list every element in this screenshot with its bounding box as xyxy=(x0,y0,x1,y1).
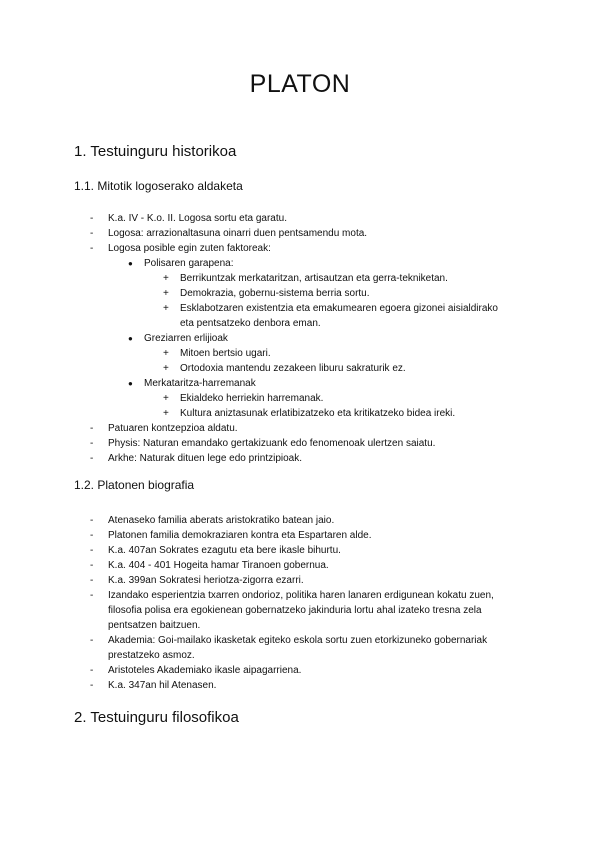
section-heading-historical-context: 1. Testuinguru historikoa xyxy=(74,143,237,160)
dash-marker: - xyxy=(90,228,94,239)
list-item: - K.a. 399an Sokratesi heriotza-zigorra ezarri. xyxy=(90,575,304,586)
list-item: + Mitoen bertsio ugari. xyxy=(163,348,271,359)
plus-marker: + xyxy=(163,303,169,314)
list-item: - Akademia: Goi-mailako ikasketak egiteko eskola sortu zuen etorkizuneko gobernariak prestatzeko asmoz. xyxy=(90,635,488,661)
list-item: ● Polisaren garapena: xyxy=(128,258,234,269)
myth-to-logos-list xyxy=(0,211,600,466)
plus-marker: + xyxy=(163,363,169,374)
biography-list xyxy=(0,513,600,693)
bullet-marker: ● xyxy=(128,379,133,388)
dash-marker: - xyxy=(90,530,94,541)
list-item: - Arkhe: Naturak dituen lege edo printzipioak. xyxy=(90,453,303,464)
list-item: - K.a. IV - K.o. II. Logosa sortu eta garatu. xyxy=(90,213,287,224)
list-item: - Atenaseko familia aberats aristokratiko batean jaio. xyxy=(90,515,335,526)
list-item: + Berrikuntzak merkataritzan, artisautzan eta gerra-tekniketan. xyxy=(163,273,448,284)
plus-marker: + xyxy=(163,288,169,299)
section-heading-philosophical-context: 2. Testuinguru filosofikoa xyxy=(74,709,239,726)
dash-marker: - xyxy=(90,213,94,224)
bullet-marker: ● xyxy=(128,334,133,343)
dash-marker: - xyxy=(90,590,94,601)
list-item: ● Merkataritza-harremanak xyxy=(128,378,256,389)
list-item: + Esklabotzaren existentzia eta emakumearen egoera gizonei aisialdirako eta pentsatzeko denbora eman. xyxy=(163,303,498,329)
dash-marker: - xyxy=(90,243,94,254)
list-item: + Ekialdeko herriekin harremanak. xyxy=(163,393,324,404)
list-item: - Patuaren kontzepzioa aldatu. xyxy=(90,423,238,434)
list-item: - Logosa posible egin zuten faktoreak: xyxy=(90,243,271,254)
dash-marker: - xyxy=(90,545,94,556)
dash-marker: - xyxy=(90,438,94,449)
document-title: PLATON xyxy=(249,70,351,98)
dash-marker: - xyxy=(90,635,94,646)
list-item: - Platonen familia demokraziaren kontra eta Espartaren alde. xyxy=(90,530,372,541)
dash-marker: - xyxy=(90,423,94,434)
bullet-marker: ● xyxy=(128,259,133,268)
plus-marker: + xyxy=(163,273,169,284)
list-item: - K.a. 347an hil Atenasen. xyxy=(90,680,217,691)
plus-marker: + xyxy=(163,348,169,359)
list-item: - Physis: Naturan emandako gertakizuank edo fenomenoak ulertzen saiatu. xyxy=(90,438,436,449)
list-item: - K.a. 407an Sokrates ezagutu eta bere ikasle bihurtu. xyxy=(90,545,341,556)
dash-marker: - xyxy=(90,453,94,464)
plus-marker: + xyxy=(163,408,169,419)
list-item: + Ortodoxia mantendu zezakeen liburu sakraturik ez. xyxy=(163,363,406,374)
subsection-heading-biography: 1.2. Platonen biografia xyxy=(74,478,195,492)
list-item: ● Greziarren erlijioak xyxy=(128,333,228,344)
dash-marker: - xyxy=(90,665,94,676)
list-item: + Kultura aniztasunak erlatibizatzeko eta kritikatzeko bidea ireki. xyxy=(163,408,456,419)
dash-marker: - xyxy=(90,560,94,571)
list-item: - Logosa: arrazionaltasuna oinarri duen pentsamendu mota. xyxy=(90,228,368,239)
subsection-heading-myth-to-logos: 1.1. Mitotik logoserako aldaketa xyxy=(74,179,243,193)
list-item: - Aristoteles Akademiako ikasle aipagarriena. xyxy=(90,665,302,676)
dash-marker: - xyxy=(90,680,94,691)
list-item: - Izandako esperientzia txarren ondorioz, politika haren lanaren erdigunean kokatu zuen, filosofia polisa era egokienean gobernatzeko jakinduria lortu ahal izateko tresna zela pentsatzen baitzuen. xyxy=(90,590,494,631)
list-item: + Demokrazia, gobernu-sistema berria sortu. xyxy=(163,288,370,299)
dash-marker: - xyxy=(90,575,94,586)
plus-marker: + xyxy=(163,393,169,404)
list-item: - K.a. 404 - 401 Hogeita hamar Tiranoen gobernua. xyxy=(90,560,329,571)
dash-marker: - xyxy=(90,515,94,526)
